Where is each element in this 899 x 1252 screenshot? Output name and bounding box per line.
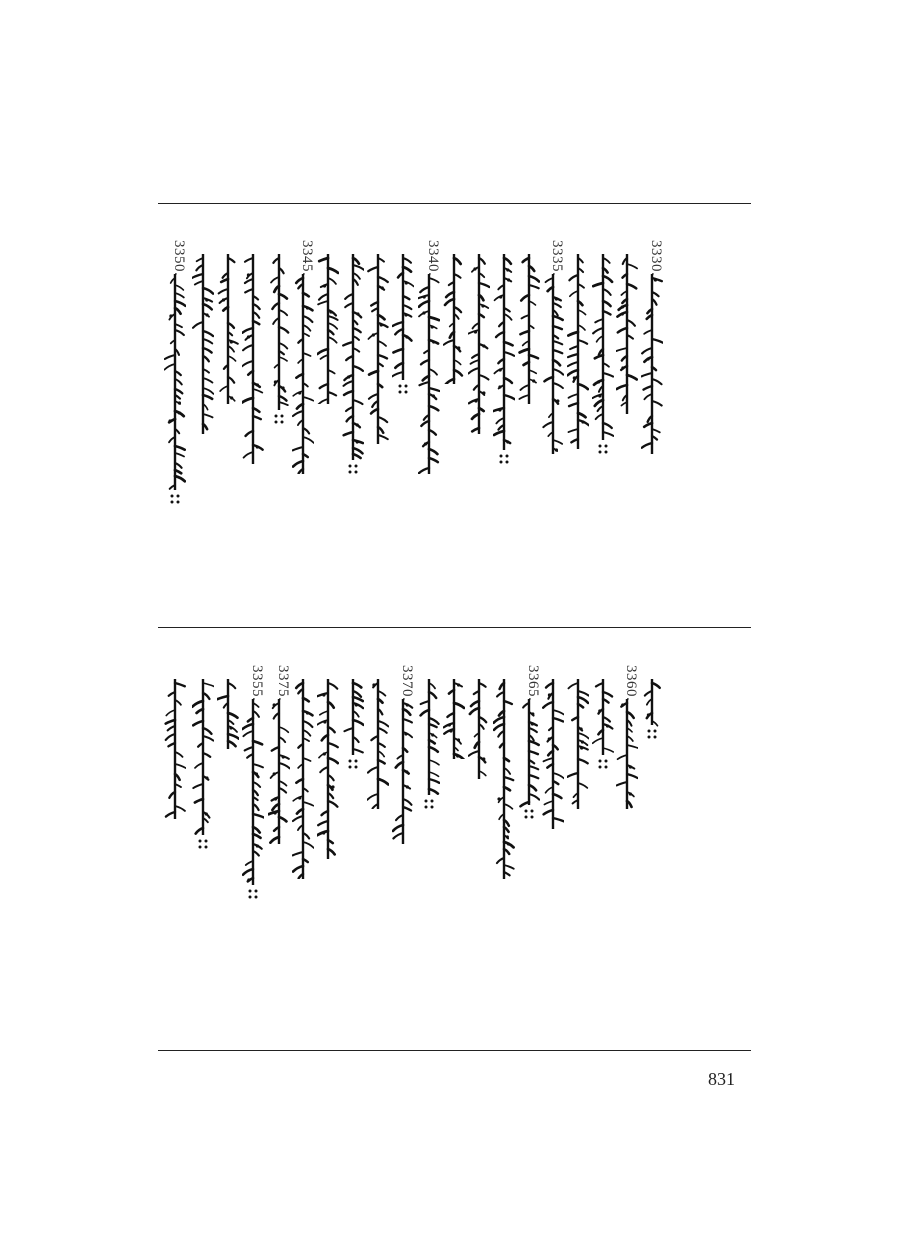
mongolian-script-line — [268, 254, 290, 424]
line-number: 3330. — [648, 240, 664, 277]
mongolian-script-line — [443, 254, 465, 384]
text-column — [541, 240, 565, 480]
mongolian-script-line — [292, 679, 314, 879]
text-column — [391, 665, 415, 875]
page-number: 831 — [708, 1069, 735, 1089]
text-column — [467, 665, 491, 875]
end-punctuation — [500, 455, 509, 464]
mongolian-script-line — [317, 254, 339, 404]
mongolian-script-line — [443, 679, 465, 759]
text-column — [591, 240, 615, 480]
text-column — [341, 665, 365, 875]
mongolian-script-line — [242, 699, 264, 899]
mongolian-script-line — [542, 679, 564, 829]
mongolian-script-line — [418, 679, 440, 809]
mongolian-script-line — [392, 699, 414, 844]
text-column — [163, 240, 187, 480]
middle-rule — [158, 627, 751, 628]
end-punctuation — [425, 800, 434, 809]
mongolian-script-line — [518, 254, 540, 404]
mongolian-script-line — [468, 679, 490, 779]
mongolian-script-line — [641, 679, 663, 739]
text-column — [640, 240, 664, 480]
text-column — [267, 240, 291, 480]
mongolian-script-line — [164, 679, 186, 819]
mongolian-script-line — [217, 679, 239, 749]
lower-verse-block — [158, 665, 751, 875]
mongolian-script-line — [542, 274, 564, 454]
text-column — [517, 665, 541, 875]
text-column — [566, 665, 590, 875]
end-punctuation — [249, 890, 258, 899]
text-column — [291, 240, 315, 480]
text-column — [566, 240, 590, 480]
bottom-rule — [158, 1050, 751, 1051]
text-column — [341, 240, 365, 480]
text-column — [591, 665, 615, 875]
text-column — [417, 665, 441, 875]
text-column — [366, 240, 390, 480]
mongolian-script-line — [342, 679, 364, 769]
text-column — [391, 240, 415, 480]
text-column — [442, 240, 466, 480]
line-number: 3375. — [275, 665, 291, 702]
text-column — [267, 665, 291, 875]
text-column — [241, 665, 265, 875]
text-column — [417, 240, 441, 480]
mongolian-script-line — [317, 679, 339, 859]
text-column — [442, 665, 466, 875]
text-column — [291, 665, 315, 875]
text-column — [316, 665, 340, 875]
mongolian-script-line — [292, 274, 314, 474]
mongolian-script-line — [342, 254, 364, 474]
mongolian-script-line — [567, 254, 589, 449]
top-rule — [158, 203, 751, 204]
text-column — [366, 665, 390, 875]
mongolian-script-line — [567, 679, 589, 809]
text-column — [216, 665, 240, 875]
mongolian-script-line — [217, 254, 239, 404]
mongolian-script-line — [493, 254, 515, 464]
end-punctuation — [599, 445, 608, 454]
text-column — [216, 240, 240, 480]
line-number: 3370. — [399, 665, 415, 702]
text-column — [316, 240, 340, 480]
mongolian-script-line — [192, 254, 214, 434]
line-number: 3345. — [299, 240, 315, 277]
mongolian-script-line — [367, 679, 389, 809]
upper-verse-block — [158, 240, 751, 480]
text-column — [615, 665, 639, 875]
mongolian-script-line — [493, 679, 515, 879]
end-punctuation — [171, 495, 180, 504]
text-column — [241, 240, 265, 480]
line-number: 3355. — [249, 665, 265, 702]
mongolian-script-line — [518, 699, 540, 819]
mongolian-script-line — [616, 254, 638, 414]
end-punctuation — [199, 840, 208, 849]
line-number: 3360. — [623, 665, 639, 702]
mongolian-script-line — [164, 274, 186, 504]
line-number: 3350. — [171, 240, 187, 277]
end-punctuation — [599, 760, 608, 769]
text-column — [517, 240, 541, 480]
mongolian-script-line — [268, 699, 290, 844]
mongolian-script-line — [418, 274, 440, 474]
line-number: 3340. — [425, 240, 441, 277]
line-number: 3335. — [549, 240, 565, 277]
end-punctuation — [349, 465, 358, 474]
mongolian-script-line — [641, 274, 663, 454]
end-punctuation — [275, 415, 284, 424]
end-punctuation — [648, 730, 657, 739]
text-column — [191, 240, 215, 480]
text-column — [615, 240, 639, 480]
end-punctuation — [399, 385, 408, 394]
line-number: 3365. — [525, 665, 541, 702]
mongolian-script-line — [592, 254, 614, 454]
end-punctuation — [525, 810, 534, 819]
end-punctuation — [349, 760, 358, 769]
mongolian-script-line — [242, 254, 264, 464]
text-column — [191, 665, 215, 875]
text-column — [467, 240, 491, 480]
text-column — [492, 240, 516, 480]
text-column — [163, 665, 187, 875]
mongolian-script-line — [192, 679, 214, 849]
text-column — [640, 665, 664, 875]
mongolian-script-line — [468, 254, 490, 434]
text-column — [541, 665, 565, 875]
text-column — [492, 665, 516, 875]
mongolian-script-line — [616, 699, 638, 809]
mongolian-script-line — [592, 679, 614, 769]
mongolian-script-line — [392, 254, 414, 394]
mongolian-script-line — [367, 254, 389, 444]
